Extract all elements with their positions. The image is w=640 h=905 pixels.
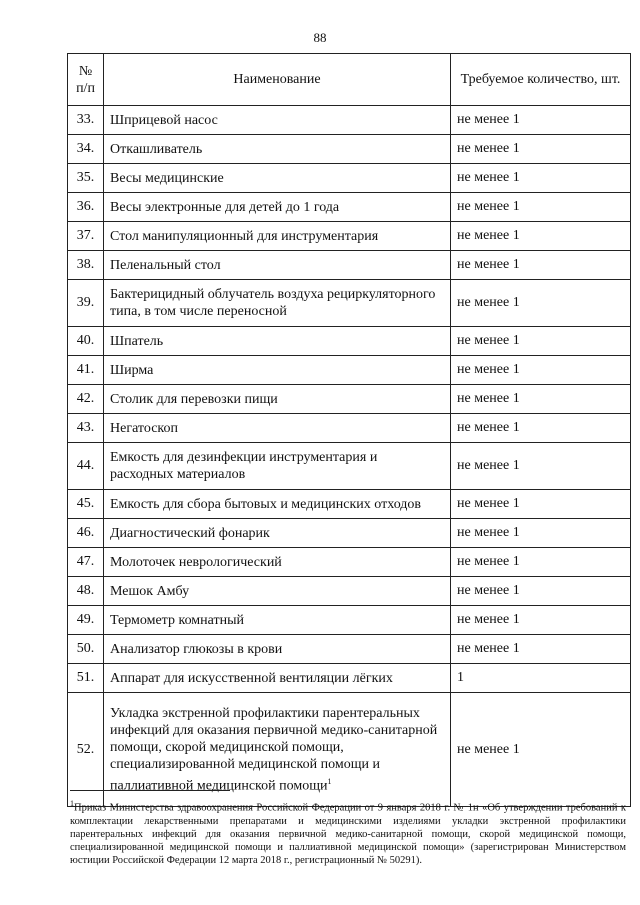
item-name	[104, 490, 451, 519]
equipment-table	[67, 53, 631, 807]
row-number: 49.	[68, 606, 104, 635]
row-number: 46.	[68, 519, 104, 548]
item-name	[104, 280, 451, 327]
item-name-text: Емкость для сбора бытовых и медицинских отходов	[110, 496, 422, 512]
item-name-text: Столик для перевозки пищи	[110, 391, 278, 407]
item-name-text: Негатоскоп	[110, 420, 178, 436]
item-name	[104, 414, 451, 443]
footnote	[70, 797, 626, 867]
item-quantity: не менее 1	[451, 327, 631, 356]
item-name	[104, 164, 451, 193]
item-quantity: не менее 1	[451, 693, 631, 807]
footnote-text: Приказ Министерства здравоохранения Российской Федерации от 9 января 2018 г. № 1н «Об утверждении требований к комплектации лекарственными препаратами и медицинскими изделиями укладки экстренной профилактики парентеральных инфекций для оказания первичной медико-санитарной помощи, скорой медицинской помощи, специализированной медицинской помощи и паллиативной медицинской помощи» (зарегистрирован Министерством юстиции Российской Федерации 12 марта 2018 г., регистрационный № 50291).	[70, 802, 626, 866]
item-name-text: Шприцевой насос	[110, 112, 218, 128]
item-quantity: не менее 1	[451, 193, 631, 222]
item-name	[104, 193, 451, 222]
item-quantity: не менее 1	[451, 106, 631, 135]
table-row	[68, 414, 631, 443]
item-name	[104, 135, 451, 164]
item-name-text: Весы медицинские	[110, 170, 224, 186]
row-number: 33.	[68, 106, 104, 135]
item-name-text: Анализатор глюкозы в крови	[110, 641, 283, 657]
item-name-text: Емкость для дезинфекции инструментария и расходных материалов	[110, 450, 378, 482]
item-quantity: не менее 1	[451, 443, 631, 490]
item-quantity: не менее 1	[451, 635, 631, 664]
header-qty: Требуемое количество, шт.	[451, 54, 631, 106]
item-quantity: не менее 1	[451, 222, 631, 251]
item-quantity: не менее 1	[451, 548, 631, 577]
item-quantity: не менее 1	[451, 414, 631, 443]
footnote-reference: 1	[327, 776, 332, 786]
item-quantity: не менее 1	[451, 490, 631, 519]
row-number: 37.	[68, 222, 104, 251]
table-row	[68, 164, 631, 193]
row-number: 35.	[68, 164, 104, 193]
item-name	[104, 664, 451, 693]
item-quantity: 1	[451, 664, 631, 693]
row-number: 52.	[68, 693, 104, 807]
item-quantity: не менее 1	[451, 135, 631, 164]
row-number: 38.	[68, 251, 104, 280]
item-quantity: не менее 1	[451, 606, 631, 635]
item-name-text: Молоточек неврологический	[110, 554, 282, 570]
header-name: Наименование	[104, 54, 451, 106]
item-name-text: Мешок Амбу	[110, 583, 190, 599]
item-quantity: не менее 1	[451, 519, 631, 548]
item-name-text: Укладка экстренной профилактики парентеральных инфекций для оказания первичной медико-санитарной помощи, скорой медицинской помощи, специализированной медицинской помощи и паллиативной медицинской помощи	[110, 705, 438, 794]
table-row	[68, 490, 631, 519]
row-number: 41.	[68, 356, 104, 385]
item-name	[104, 106, 451, 135]
row-number: 44.	[68, 443, 104, 490]
item-name-text: Откашливатель	[110, 141, 203, 157]
item-name-text: Шпатель	[110, 333, 164, 349]
item-name-text: Диагностический фонарик	[110, 525, 270, 541]
item-name	[104, 519, 451, 548]
item-name	[104, 635, 451, 664]
table-row	[68, 222, 631, 251]
table-row	[68, 106, 631, 135]
item-quantity: не менее 1	[451, 385, 631, 414]
row-number: 48.	[68, 577, 104, 606]
item-name-text: Термометр комнатный	[110, 612, 245, 628]
table-row	[68, 385, 631, 414]
header-num: № п/п	[68, 54, 104, 106]
footnote-rule	[70, 790, 230, 791]
item-quantity: не менее 1	[451, 251, 631, 280]
row-number: 34.	[68, 135, 104, 164]
item-name	[104, 548, 451, 577]
row-number: 36.	[68, 193, 104, 222]
row-number: 47.	[68, 548, 104, 577]
item-quantity: не менее 1	[451, 280, 631, 327]
row-number: 43.	[68, 414, 104, 443]
item-name-text: Весы электронные для детей до 1 года	[110, 199, 340, 215]
table-row	[68, 635, 631, 664]
item-name	[104, 251, 451, 280]
table-row	[68, 519, 631, 548]
item-name	[104, 385, 451, 414]
page-number: 88	[313, 30, 327, 45]
row-number: 50.	[68, 635, 104, 664]
row-number: 45.	[68, 490, 104, 519]
table-row	[68, 193, 631, 222]
table-row	[68, 327, 631, 356]
row-number: 51.	[68, 664, 104, 693]
row-number: 42.	[68, 385, 104, 414]
table-row	[68, 664, 631, 693]
item-name	[104, 443, 451, 490]
item-name	[104, 606, 451, 635]
item-name-text: Ширма	[110, 362, 154, 378]
table-row	[68, 606, 631, 635]
item-name-text: Бактерицидный облучатель воздуха рециркуляторного типа, в том числе переносной	[110, 287, 436, 319]
item-name-text: Пеленальный стол	[110, 257, 221, 273]
item-quantity: не менее 1	[451, 164, 631, 193]
table-row	[68, 548, 631, 577]
item-name	[104, 327, 451, 356]
table-row	[68, 135, 631, 164]
row-number: 39.	[68, 280, 104, 327]
item-name	[104, 222, 451, 251]
table-header-row	[68, 54, 631, 106]
item-name	[104, 356, 451, 385]
table-row	[68, 577, 631, 606]
table-row	[68, 356, 631, 385]
item-name-text: Стол манипуляционный для инструментария	[110, 228, 379, 244]
table-row	[68, 251, 631, 280]
footnote-marker: 1	[70, 799, 74, 808]
item-quantity: не менее 1	[451, 577, 631, 606]
row-number: 40.	[68, 327, 104, 356]
item-quantity: не менее 1	[451, 356, 631, 385]
item-name	[104, 577, 451, 606]
table-row	[68, 280, 631, 327]
table-row	[68, 443, 631, 490]
item-name-text: Аппарат для искусственной вентиляции лёгких	[110, 670, 393, 686]
